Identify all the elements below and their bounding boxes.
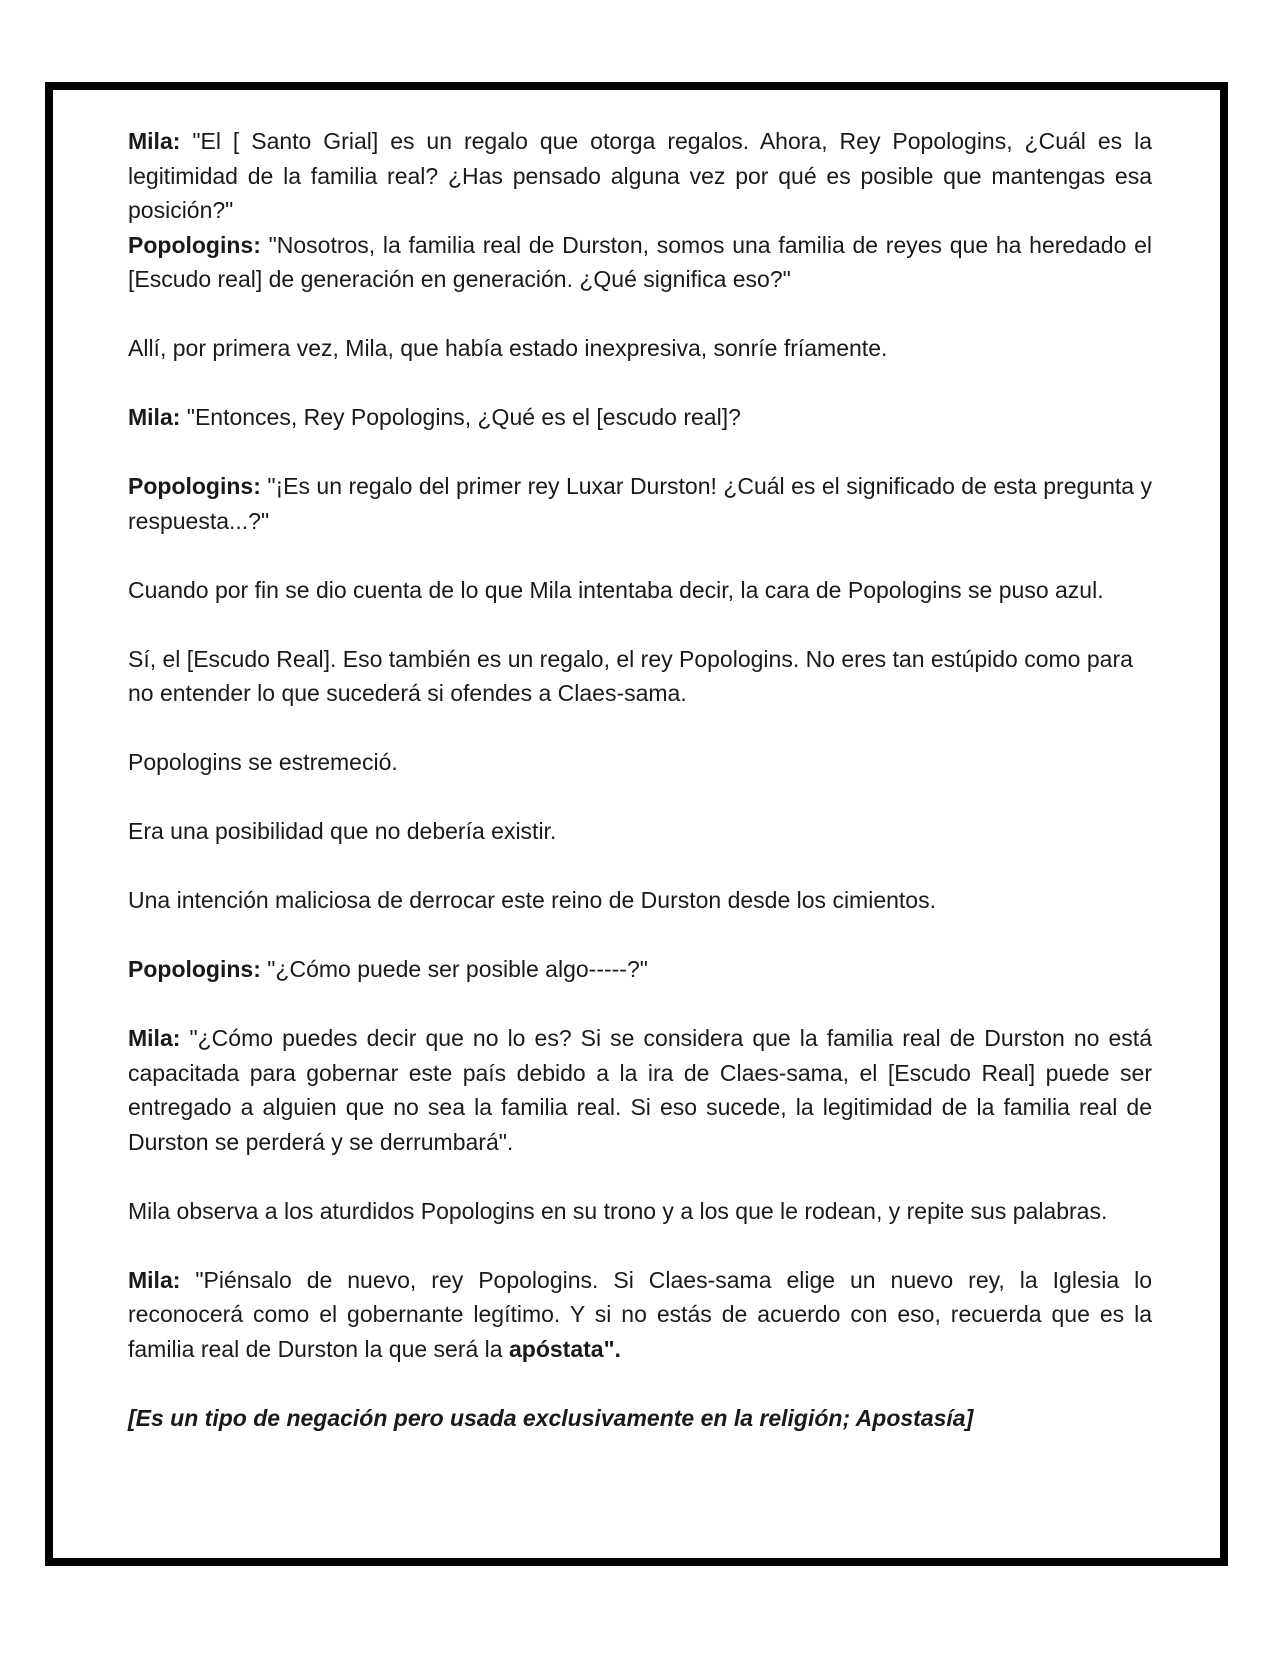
speaker-label: Mila:: [128, 1266, 181, 1293]
dialogue-paragraph: [128, 400, 1152, 435]
dialogue-text: "Nosotros, la familia real de Durston, somos una familia de reyes que ha heredado el [Escudo real] de generación en generación. ¿Qué significa eso?": [128, 231, 1152, 292]
speaker-label: Mila:: [128, 128, 181, 154]
dialogue-text: "El [ Santo Grial] es un regalo que otorga regalos. Ahora, Rey Popologins, ¿Cuál es la legitimidad de la familia real? ¿Has pensado alguna vez por qué es posible que mantengas esa posición?": [128, 128, 1152, 223]
speaker-label: Mila:: [128, 1025, 181, 1051]
narration-paragraph: Una intención maliciosa de derrocar este reino de Durston desde los cimientos.: [128, 887, 936, 913]
speaker-label: Popologins:: [128, 231, 261, 258]
dialogue-paragraph: [128, 228, 1152, 297]
narration-paragraph: Sí, el [Escudo Real]. Eso también es un regalo, el rey Popologins. No eres tan estúpido como para no entender lo que sucederá si ofendes a Claes-sama.: [128, 645, 1133, 706]
speaker-label: Popologins:: [128, 956, 261, 982]
narration-paragraph: Cuando por fin se dio cuenta de lo que Mila intentaba decir, la cara de Popologins se puso azul.: [128, 576, 1104, 603]
translator-note: [Es un tipo de negación pero usada exclusivamente en la religión; Apostasía]: [128, 1404, 974, 1431]
dialogue-paragraph: [128, 124, 1152, 228]
dialogue-text: "¿Cómo puedes decir que no lo es? Si se considera que la familia real de Durston no está capacitada para gobernar este país debido a la ira de Claes-sama, el [Escudo Real] puede ser entregado a alguien que no sea la familia real. Si eso sucede, la legitimidad de la familia real de Durston se perderá y se derrumbará".: [128, 1025, 1152, 1155]
dialogue-paragraph: [128, 469, 1152, 538]
speaker-label: Popologins:: [128, 473, 261, 499]
narration-paragraph: Mila observa a los aturdidos Popologins en su trono y a los que le rodean, y repite sus palabras.: [128, 1197, 1108, 1224]
dialogue-text: "¿Cómo puede ser posible algo-----?": [260, 956, 648, 982]
dialogue-text: "¡Es un regalo del primer rey Luxar Durston! ¿Cuál es el significado de esta pregunta y respuesta...?": [128, 473, 1152, 534]
document-body: [128, 124, 1152, 1435]
dialogue-text: "Entonces, Rey Popologins, ¿Qué es el [escudo real]?: [180, 404, 741, 430]
dialogue-text: "Piénsalo de nuevo, rey Popologins. Si Claes-sama elige un nuevo rey, la Iglesia lo reconocerá como el gobernante legítimo. Y si no estás de acuerdo con eso, recuerda que es la familia real de Durston la que será la: [128, 1266, 1152, 1362]
dialogue-paragraph: [128, 1263, 1152, 1367]
narration-paragraph: Era una posibilidad que no debería existir.: [128, 818, 557, 844]
speaker-label: Mila:: [128, 404, 181, 430]
narration-paragraph: Popologins se estremeció.: [128, 749, 398, 775]
emphasis-word: apóstata".: [508, 1335, 621, 1362]
dialogue-paragraph: [128, 1021, 1152, 1159]
narration-paragraph: Allí, por primera vez, Mila, que había estado inexpresiva, sonríe fríamente.: [128, 335, 888, 361]
dialogue-paragraph: [128, 952, 1152, 987]
